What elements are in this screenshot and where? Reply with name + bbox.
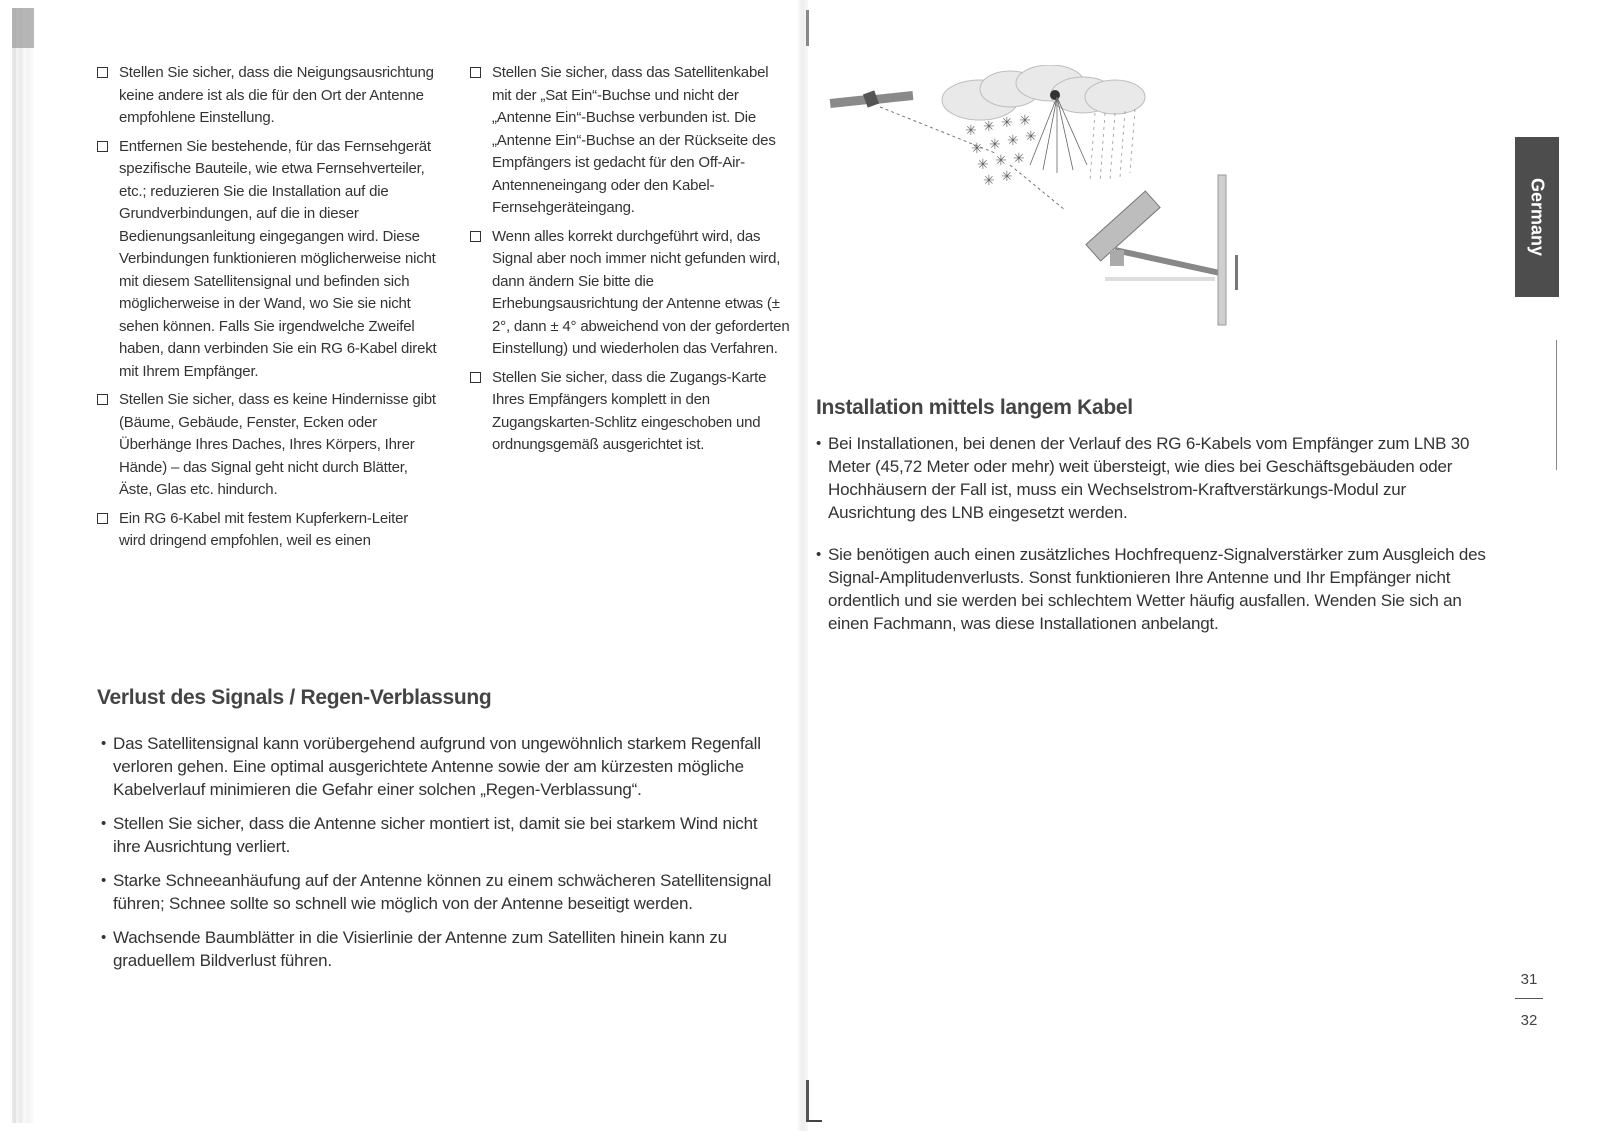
svg-text:✳: ✳ [977,157,989,173]
svg-text:✳: ✳ [1013,151,1025,167]
scan-edge [12,8,34,1123]
rain-icon [1090,109,1135,183]
checklist-column-1 [97,62,437,559]
page-gutter [798,0,808,1131]
bullet-item: • Stellen Sie sicher, dass die Antenne sicher montiert ist, damit sie bei starkem Wind nicht ihre Ausrichtung verliert. [101,814,758,856]
checklist-item: Stellen Sie sicher, dass es keine Hindernisse gibt (Bäume, Gebäude, Fenster, Ecken oder Überhänge Ihres Daches, Ihres Körpers, Ihrer Hände) – das Signal geht nicht durch Blätter, Äste, Glas etc. hindurch. [97,389,437,502]
bullet-icon: • [101,815,107,832]
rain-fade-section [97,686,787,983]
bullet-icon: • [101,929,107,946]
checklist-item: Stellen Sie sicher, dass die Neigungsausrichtung keine andere ist als die für den Ort der Antenne empfohlene Einstellung. [97,62,437,130]
gutter-mark [806,1080,809,1122]
bullet-icon: • [816,435,822,452]
bullet-item: • Sie benötigen auch einen zusätzliches Hochfrequenz-Signalverstärker zum Ausgleich des Signal-Amplitudenverlusts. Sonst funktionieren Ihre Antenne und Ihr Empfänger nicht ordentlich und sie werden bei schlechtem Wetter häufig ausfallen. Wenden Sie sich an einen Fachmann, was diese Installationen anbelangt. [816,545,1486,633]
svg-text:✳: ✳ [989,137,1001,153]
checkbox-icon [470,67,481,78]
gutter-mark [806,10,809,46]
checkbox-icon [97,141,108,152]
gutter-mark [806,1120,822,1122]
checklist-item: Entfernen Sie bestehende, für das Fernsehgerät spezifische Bauteile, wie etwa Fernsehverteiler, etc.; reduzieren Sie die Installation auf die Grundverbindungen, auf die in dieser Bedienungsanleitung eingegangen wird. Diese Verbindungen funktionieren möglicherweise nicht mit diesem Satellitensignal und befinden sich möglicherweise in der Wand, wo Sie sie nicht sehen können. Falls Sie irgendwelche Zweifel haben, dann verbinden Sie ein RG 6-Kabel direkt mit Ihrem Empfänger. [97,136,437,384]
svg-text:✳: ✳ [983,119,995,135]
checklist [97,62,437,553]
checklist-column-2 [470,62,790,463]
bullet-item: • Bei Installationen, bei denen der Verlauf des RG 6-Kabels vom Empfänger zum LNB 30 Meter (45,72 Meter oder mehr) weit übersteigt, wie dies bei Geschäftsgebäuden oder Hochhäusern der Fall ist, muss ein Wechselstrom-Kraftverstärkungs-Modul zur Ausrichtung des LNB eingesetzt werden. [816,434,1470,522]
svg-text:✳: ✳ [1007,133,1019,149]
cloud-face-icon [1050,90,1060,100]
section-title: Installation mittels langem Kabel [816,396,1133,419]
checklist-item: Wenn alles korrekt durchgeführt wird, das Signal aber noch immer nicht gefunden wird, dann ändern Sie bitte die Erhebungsausrichtung der Antenne etwas (± 2°, dann ± 4° abweichend von der geforderten Einstellung) und wiederholen das Verfahren. [470,226,790,361]
checkbox-icon [470,372,481,383]
cloud-icon [942,65,1145,120]
bullet-item: • Wachsende Baumblätter in die Visierlinie der Antenne zum Satelliten hinein kann zu graduellem Bildverlust führen. [101,928,727,970]
page-number-top: 31 [1520,971,1538,988]
bullet-icon: • [101,735,107,752]
language-tab-label: Germany [1527,177,1548,257]
scan-edge-mark [12,8,34,48]
bullet-list [97,732,787,972]
svg-text:✳: ✳ [1001,115,1013,131]
checkbox-icon [470,231,481,242]
bullet-icon: • [816,546,822,563]
page-edge-line [1556,340,1557,470]
bullet-icon: • [101,872,107,889]
svg-text:✳: ✳ [1019,113,1031,129]
svg-text:✳: ✳ [1001,169,1013,185]
svg-text:✳: ✳ [971,141,983,157]
satellite-icon [830,90,914,108]
checklist [470,62,790,457]
checklist-item: Ein RG 6-Kabel mit festem Kupferkern-Leiter wird dringend empfohlen, weil es einen [97,508,437,553]
dish-antenna-icon [1086,191,1220,273]
checkbox-icon [97,394,108,405]
bullet-item: • Starke Schneeanhäufung auf der Antenne können zu einem schwächeren Satellitensignal führen; Schnee sollte so schnell wie möglich von der Antenne beseitigt werden. [101,871,772,913]
checklist-item: Stellen Sie sicher, dass das Satellitenkabel mit der „Sat Ein“-Buchse und nicht der „Antenne Ein“-Buchse verbunden ist. Die „Antenne Ein“-Buchse an der Rückseite des Empfängers ist gedacht für den Off-Air-Antenneneingang oder den Kabel-Fernsehgeräteingang. [470,62,790,220]
bullet-list [816,432,1496,635]
svg-text:✳: ✳ [1025,129,1037,145]
svg-text:✳: ✳ [965,123,977,139]
svg-text:✳: ✳ [983,173,995,189]
section-title: Verlust des Signals / Regen-Verblassung [97,686,492,709]
bullet-item: • Das Satellitensignal kann vorübergehend aufgrund von ungewöhnlich starkem Regenfall verloren gehen. Eine optimal ausgerichtete Antenne sowie der am kürzesten mögliche Kabelverlauf minimieren die Gefahr einer solchen „Regen-Verblassung“. [101,734,761,799]
language-tab [1515,137,1559,297]
checkbox-icon [97,513,108,524]
page-number-bottom: 32 [1520,1012,1538,1029]
svg-text:✳: ✳ [995,153,1007,169]
long-cable-section [816,396,1496,654]
checklist-item: Stellen Sie sicher, dass die Zugangs-Karte Ihres Empfängers komplett in den Zugangskarten-Schlitz eingeschoben und ordnungsgemäß ausgerichtet ist. [470,367,790,457]
weather-dish-illustration [825,65,1245,335]
page-number-divider [1515,998,1543,999]
checkbox-icon [97,67,108,78]
